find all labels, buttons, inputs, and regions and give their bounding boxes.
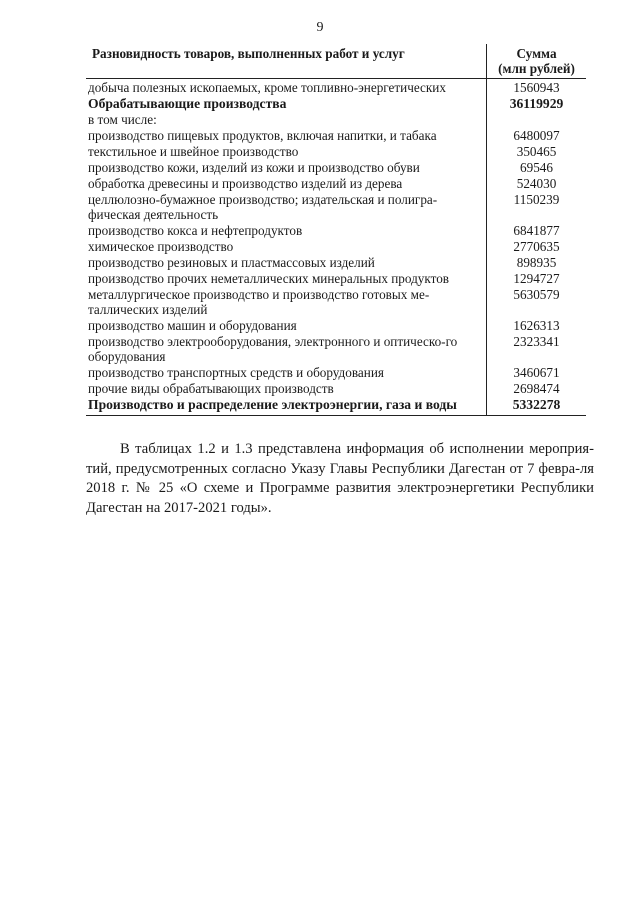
table-row bbox=[86, 175, 586, 191]
row-value: 5332278 bbox=[487, 396, 587, 416]
table-row bbox=[86, 333, 586, 364]
row-name: химическое производство bbox=[88, 239, 234, 254]
row-name: производство пищевых продуктов, включая напитки, и табака bbox=[88, 128, 437, 143]
table-row bbox=[86, 254, 586, 270]
row-value: 898935 bbox=[487, 254, 587, 270]
row-value: 2698474 bbox=[487, 380, 587, 396]
row-name: металлургическое производство и производство готовых ме-таллических изделий bbox=[88, 287, 430, 317]
header-sum-line1: Сумма bbox=[516, 46, 557, 61]
table-row bbox=[86, 95, 586, 111]
row-value: 1560943 bbox=[487, 79, 587, 96]
header-name: Разновидность товаров, выполненных работ и услуг bbox=[86, 44, 487, 79]
row-value: 36119929 bbox=[487, 95, 587, 111]
table-row bbox=[86, 238, 586, 254]
row-name: производство кожи, изделий из кожи и производство обуви bbox=[88, 160, 420, 175]
row-name: добыча полезных ископаемых, кроме топливно-энергетических bbox=[88, 80, 446, 95]
table-row bbox=[86, 111, 586, 127]
row-name: производство кокса и нефтепродуктов bbox=[88, 223, 303, 238]
table-header-row bbox=[86, 44, 586, 79]
row-name: производство прочих неметаллических минеральных продуктов bbox=[88, 271, 450, 286]
row-name: прочие виды обрабатывающих производств bbox=[88, 381, 334, 396]
row-name: целлюлозно-бумажное производство; издательская и полигра-фическая деятельность bbox=[88, 192, 438, 222]
table-row bbox=[86, 159, 586, 175]
row-value: 6841877 bbox=[487, 222, 587, 238]
header-sum bbox=[487, 44, 587, 79]
row-value: 1294727 bbox=[487, 270, 587, 286]
row-name: текстильное и швейное производство bbox=[88, 144, 299, 159]
row-value: 3460671 bbox=[487, 364, 587, 380]
table-row bbox=[86, 270, 586, 286]
row-value: 6480097 bbox=[487, 127, 587, 143]
page-number: 9 bbox=[316, 20, 324, 35]
table-row bbox=[86, 143, 586, 159]
goods-services-table bbox=[86, 44, 586, 416]
row-value: 2323341 bbox=[487, 333, 587, 364]
row-name: Производство и распределение электроэнергии, газа и воды bbox=[86, 396, 487, 416]
row-value: 1626313 bbox=[487, 317, 587, 333]
row-value: 2770635 bbox=[487, 238, 587, 254]
table-row bbox=[86, 286, 586, 317]
table-body bbox=[86, 79, 586, 416]
header-sum-line2: (млн рублей) bbox=[498, 61, 575, 76]
row-value: 69546 bbox=[487, 159, 587, 175]
row-name: производство транспортных средств и оборудования bbox=[88, 365, 384, 380]
table-row bbox=[86, 364, 586, 380]
row-name: производство резиновых и пластмассовых изделий bbox=[88, 255, 375, 270]
row-value: 1150239 bbox=[487, 191, 587, 222]
row-name: Обрабатывающие производства bbox=[88, 96, 287, 111]
row-value: 5630579 bbox=[487, 286, 587, 317]
row-value: 350465 bbox=[487, 143, 587, 159]
row-name: в том числе: bbox=[88, 112, 157, 127]
table-row bbox=[86, 79, 586, 96]
row-name: производство машин и оборудования bbox=[88, 318, 297, 333]
table-row bbox=[86, 191, 586, 222]
table-row bbox=[86, 317, 586, 333]
table-row bbox=[86, 222, 586, 238]
table-row bbox=[86, 396, 586, 416]
row-value: 524030 bbox=[487, 175, 587, 191]
row-value bbox=[487, 111, 587, 127]
body-paragraph: В таблицах 1.2 и 1.3 представлена информация об исполнении мероприя-тий, предусмотренных согласно Указу Главы Республики Дагестан от 7 февра-ля 2018 г. № 25 «О схеме и Программе развития электроэнергетики Республики Дагестан на 2017-2021 годы». bbox=[86, 441, 594, 516]
row-name: обработка древесины и производство изделий из дерева bbox=[88, 176, 403, 191]
row-name: производство электрооборудования, электронного и оптическо-го оборудования bbox=[88, 334, 458, 364]
table-row bbox=[86, 380, 586, 396]
table-row bbox=[86, 127, 586, 143]
